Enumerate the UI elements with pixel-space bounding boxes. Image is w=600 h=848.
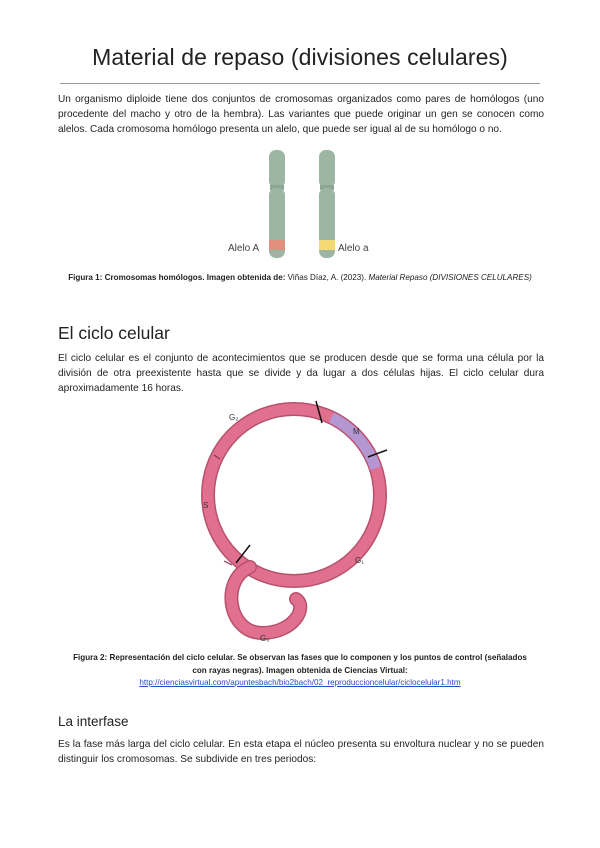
figure-1-caption-label: Figura 1: Cromosomas homólogos. Imagen obtenida de: — [68, 273, 286, 282]
label-g1: G₁ — [355, 556, 364, 565]
label-m: M — [353, 427, 360, 436]
intro-paragraph: Un organismo diploide tiene dos conjuntos de cromosomas organizados como pares de homólogos (uno procedente del macho y otro de la hembra). Las variantes que puede originar un gen se conocen como alelos. Cada cromosoma homólogo presenta un alelo, que puede ser igual al de su homólogo o no. — [58, 94, 544, 135]
heading-ciclo-celular: El ciclo celular — [58, 323, 170, 343]
cycle-paragraph: El ciclo celular es el conjunto de acontecimientos que se producen desde que se forma una célula por la división de otra preexistente hasta que se divide y da lugar a dos células hijas. El ciclo celular dura aproximadamente 16 horas. — [58, 353, 544, 394]
allele-b-band — [319, 240, 335, 250]
label-g2: G₂ — [229, 413, 239, 422]
allele-a-label: Alelo A — [228, 243, 260, 254]
page-title: Material de repaso (divisiones celulares) — [92, 44, 508, 70]
heading-interfase: La interfase — [58, 714, 129, 729]
label-g0: G₀ — [260, 634, 270, 643]
figure-1-chromosomes — [220, 148, 380, 260]
title-divider — [60, 83, 540, 84]
figure-2-cell-cycle — [190, 395, 400, 647]
label-s: S — [203, 501, 209, 510]
figure-2-caption-line1: Figura 2: Representación del ciclo celular. Se observan las fases que lo componen y los puntos de control (señalados — [73, 653, 527, 662]
figure-1-caption-source: Material Repaso (DIVISIONES CELULARES) — [368, 273, 532, 282]
figure-2-caption-line2: con rayas negras). Imagen obtenida de Ciencias Virtual: — [192, 665, 408, 675]
interphase-paragraph: Es la fase más larga del ciclo celular. En esta etapa el núcleo presenta su envoltura nuclear y no se pueden distinguir los cromosomas. Se subdivide en tres periodos: — [58, 739, 544, 765]
figure-1-caption — [60, 272, 540, 285]
figure-2-source-link[interactable]: http://cienciasvirtual.com/apuntesbach/bio2bach/02_reproduccioncelular/ciclocelular1.htm — [139, 678, 461, 687]
figure-1-caption-author: Viñas Díaz, A. (2023). — [285, 273, 369, 282]
figure-2-caption — [60, 652, 540, 690]
allele-a-band — [269, 240, 285, 250]
allele-b-label: Alelo a — [338, 243, 369, 254]
